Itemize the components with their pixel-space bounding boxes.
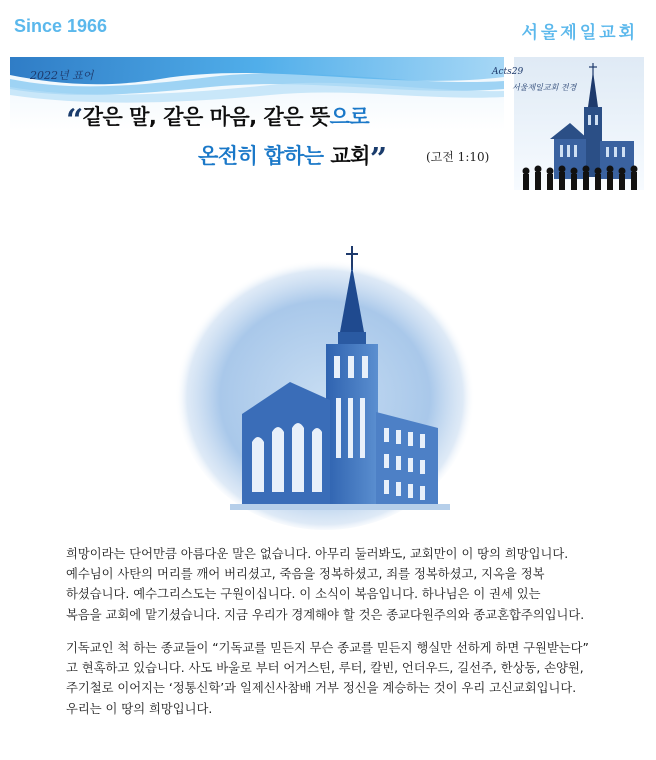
photo-caption-acts: Acts29 — [492, 67, 524, 77]
paragraph-kosin — [66, 638, 646, 719]
photo-caption-church: 서울제일교회 전경 — [512, 83, 577, 92]
church-name: 서울제일교회 — [521, 23, 638, 43]
church-illustration — [170, 232, 480, 532]
paragraph-line: 희망이라는 단어만큼 아름다운 말은 없습니다. 아무리 둘러봐도, 교회만이 이 땅의 희망입니다. — [66, 547, 569, 561]
year-label: 2022년 표어 — [30, 69, 94, 82]
since-label: Since 1966 — [14, 16, 108, 36]
motto-banner — [10, 57, 504, 190]
paragraph-line: 복음을 교회에 맡기셨습니다. 지금 우리가 경계해야 할 것은 종교다원주의와 종교혼합주의입니다. — [66, 607, 585, 622]
church-photo — [514, 57, 644, 190]
paragraph-line: 우리는 이 땅의 희망입니다. — [66, 701, 213, 716]
motto-line-1: “같은 말, 같은 마음, 같은 뜻으로 — [66, 103, 370, 138]
paragraph-hope — [66, 544, 646, 625]
paragraph-line: 하셨습니다. 예수그리스도는 구원이십니다. 이 소식이 복음입니다. 하나님은 이 권세 있는 — [66, 587, 541, 602]
verse-reference: (고전 1:10) — [426, 150, 490, 164]
paragraph-line: 기독교인 척 하는 종교들이 “기독교를 믿든지 무슨 종교를 믿든지 행실만 선하게 하면 구원받는다” — [66, 641, 589, 655]
paragraph-line: 예수님이 사탄의 머리를 깨어 버리셨고, 죽음을 정복하셨고, 죄를 정복하셨고, 지옥을 정복 — [66, 567, 545, 582]
motto-line-2: 온전히 합하는 교회” — [198, 142, 387, 177]
paragraph-line: 고 현혹하고 있습니다. 사도 바울로 부터 어거스틴, 루터, 칼빈, 언더우드, 길선주, 한상동, 손양원, — [66, 661, 584, 676]
paragraph-line: 주기철로 이어지는 ‘정통신학’과 일제신사참배 거부 정신을 계승하는 것이 우리 고신교회입니다. — [66, 681, 577, 696]
